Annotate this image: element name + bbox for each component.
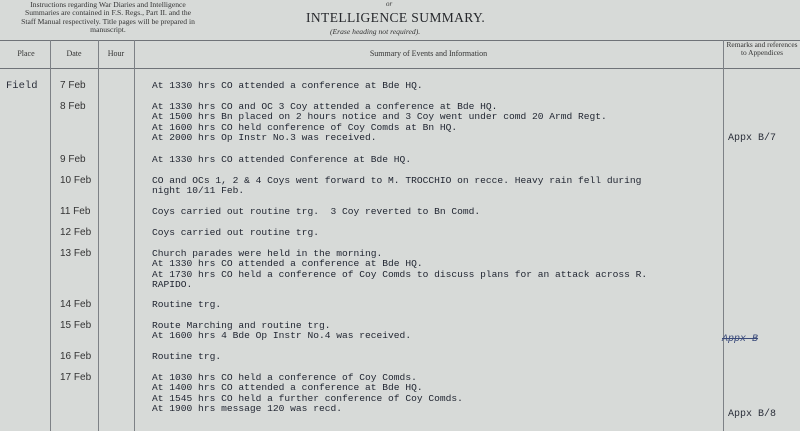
date-cell: 8 Feb bbox=[60, 101, 86, 112]
column-header-hour: Hour bbox=[107, 49, 125, 58]
column-header-date: Date bbox=[66, 49, 82, 58]
column-divider bbox=[134, 40, 135, 431]
column-header-summary: Summary of Events and Information bbox=[369, 49, 488, 58]
summary-entry: At 1330 hrs CO attended a conference at Bde HQ. bbox=[152, 80, 423, 91]
summary-entry: At 1330 hrs CO and OC 3 Coy attended a conference at Bde HQ. At 1500 hrs Bn placed on 2 hours notice and 3 Coy went under comd 20 Armd Regt. At 1600 hrs CO held conference of Coy Comds at Bn HQ. At 2000 hrs Op Instr No.3 was received. bbox=[152, 101, 607, 144]
form-instructions: Instructions regarding War Diaries and Intelligence Summaries are contained in F.S. Regs., Part II. and the Staff Manual respectively. Title pages will be prepared in manuscript. bbox=[21, 0, 195, 35]
page-title: INTELLIGENCE SUMMARY. bbox=[306, 10, 486, 25]
summary-entry: At 1330 hrs CO attended Conference at Bde HQ. bbox=[152, 154, 412, 165]
column-header-remarks: Remarks and references to Appendices bbox=[726, 40, 798, 58]
date-cell: 12 Feb bbox=[60, 227, 92, 238]
summary-entry: Church parades were held in the morning. At 1330 hrs CO attended a conference at Bde HQ. At 1730 hrs CO held a conference of Coy Comds to discuss plans for an attack across R. RAPIDO. bbox=[152, 248, 648, 291]
column-divider bbox=[723, 40, 724, 431]
page-subtitle: (Erase heading not required). bbox=[330, 27, 421, 36]
column-divider bbox=[50, 40, 51, 431]
appendix-reference: Appx B/8 bbox=[728, 409, 777, 420]
date-cell: 13 Feb bbox=[60, 248, 92, 259]
summary-entry: Routine trg. bbox=[152, 299, 222, 310]
date-cell: 11 Feb bbox=[60, 206, 91, 217]
place-cell: Field bbox=[6, 80, 38, 92]
column-header-place: Place bbox=[17, 49, 35, 58]
or-label: or bbox=[386, 0, 393, 8]
summary-entry: Coys carried out routine trg. bbox=[152, 227, 319, 238]
summary-entry: Routine trg. bbox=[152, 351, 222, 362]
date-cell: 9 Feb bbox=[60, 154, 86, 165]
appendix-reference: Appx B/7 bbox=[728, 133, 777, 144]
date-cell: 17 Feb bbox=[60, 372, 92, 383]
summary-entry: Coys carried out routine trg. 3 Coy reverted to Bn Comd. bbox=[152, 206, 481, 217]
column-divider bbox=[98, 40, 99, 431]
appendix-reference-struck: Appx B bbox=[722, 334, 759, 345]
date-cell: 10 Feb bbox=[60, 175, 92, 186]
date-cell: 7 Feb bbox=[60, 80, 86, 91]
header-top-rule bbox=[0, 40, 800, 41]
summary-entry: At 1030 hrs CO held a conference of Coy Comds. At 1400 hrs CO attended a conference at Bde HQ. At 1545 hrs CO held a further conference of Coy Comds. At 1900 hrs message 120 was recd. bbox=[152, 372, 463, 415]
header-bottom-rule bbox=[0, 68, 800, 69]
summary-entry: Route Marching and routine trg. At 1600 hrs 4 Bde Op Instr No.4 was received. bbox=[152, 320, 412, 342]
summary-entry: CO and OCs 1, 2 & 4 Coys went forward to M. TROCCHIO on recce. Heavy rain fell during night 10/11 Feb. bbox=[152, 175, 642, 197]
date-cell: 14 Feb bbox=[60, 299, 92, 310]
date-cell: 16 Feb bbox=[60, 351, 92, 362]
date-cell: 15 Feb bbox=[60, 320, 92, 331]
